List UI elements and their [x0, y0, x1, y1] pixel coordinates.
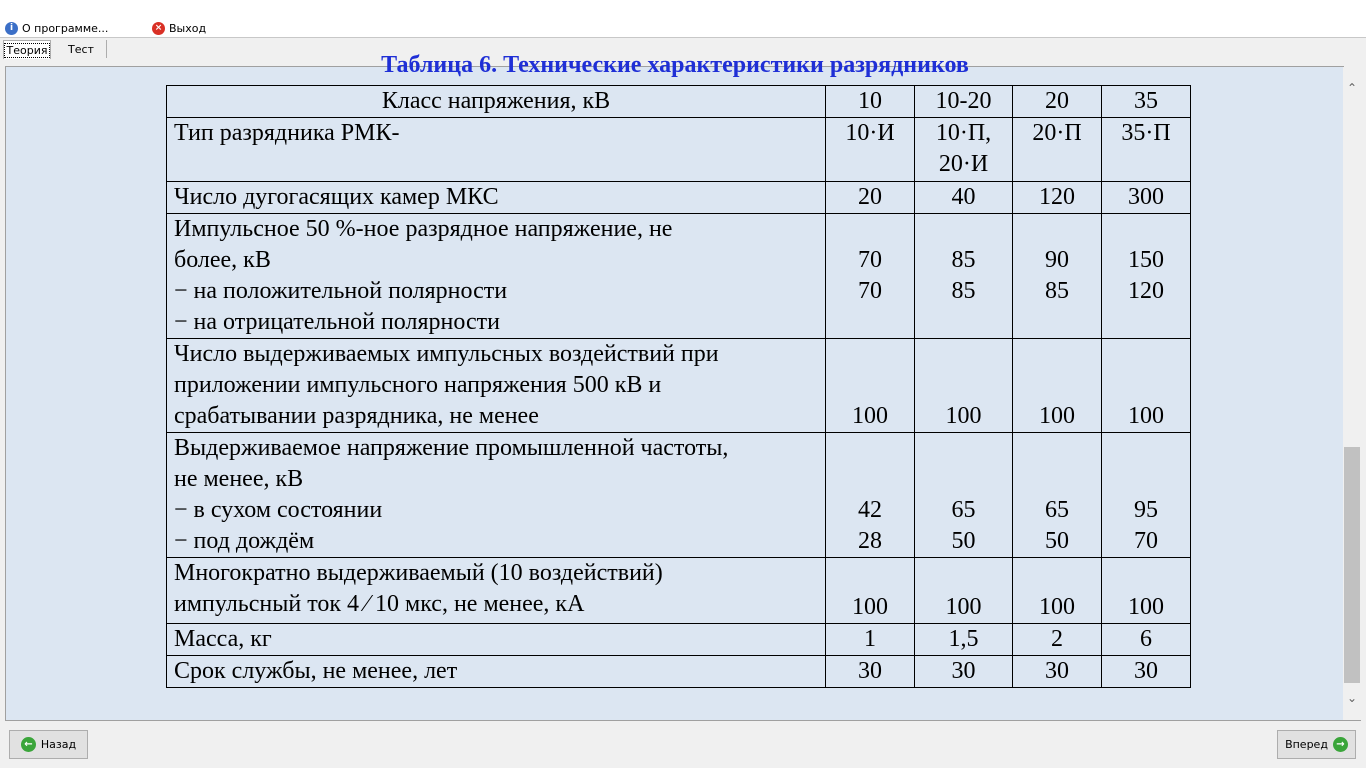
cell-value: 42 — [858, 497, 882, 523]
cell-value: 28 — [858, 528, 882, 554]
scroll-up-icon[interactable]: ⌃ — [1346, 81, 1358, 95]
table-cell — [1102, 118, 1191, 182]
table-cell — [826, 433, 915, 558]
row-label — [167, 339, 826, 433]
cell-value: 20·И — [938, 151, 989, 177]
menu-exit[interactable] — [152, 20, 206, 36]
cell-value: 20·П — [1032, 120, 1082, 146]
row-label-line: − на положительной полярности — [174, 278, 508, 304]
table-row — [167, 86, 1191, 118]
row-label: Число дугогасящих камер МКС — [167, 182, 826, 214]
row-label-line: приложении импульсного напряжения 500 кВ и — [174, 372, 662, 398]
table-cell: 120 — [1013, 182, 1102, 214]
table-cell: 100 — [1102, 339, 1191, 433]
cell-value: 85 — [951, 247, 976, 273]
back-button[interactable] — [9, 730, 88, 759]
header-cell: 35 — [1102, 86, 1191, 118]
row-label — [167, 118, 826, 182]
row-label-line: − в сухом состоянии — [174, 497, 383, 523]
row-label — [167, 558, 826, 624]
row-label-line: Выдерживаемое напряжение промышленной частоты, — [174, 435, 729, 461]
cell-value: 10·И — [845, 120, 895, 146]
cell-value: 10·П, — [935, 120, 992, 146]
menu-exit-label: Выход — [169, 21, 207, 35]
cell-value: 85 — [951, 278, 976, 304]
table-cell: 100 — [1013, 339, 1102, 433]
content-pane — [5, 52, 1344, 721]
table-cell — [1102, 214, 1191, 339]
arrow-right-icon: → — [1333, 737, 1348, 752]
row-label-line: Тип разрядника РМК- — [174, 120, 400, 146]
cell-value: 90 — [1045, 247, 1069, 273]
info-icon: i — [5, 22, 18, 35]
table-cell: 30 — [915, 656, 1013, 688]
header-cell: 10-20 — [915, 86, 1013, 118]
table-cell — [1102, 433, 1191, 558]
header-cell: 10 — [826, 86, 915, 118]
table-cell: 300 — [1102, 182, 1191, 214]
table-row — [167, 118, 1191, 182]
table-cell: 30 — [1013, 656, 1102, 688]
cell-value: 50 — [951, 528, 976, 554]
row-label-line: импульсный ток 4 ⁄ 10 мкс, не менее, кА — [174, 591, 585, 617]
cell-value: 95 — [1134, 497, 1158, 523]
table-title: Таблица 6. Технические характеристики разрядников — [381, 52, 969, 78]
cell-value: 150 — [1128, 247, 1164, 273]
table-cell: 100 — [915, 339, 1013, 433]
cell-value: 35·П — [1121, 120, 1171, 146]
table-cell: 2 — [1013, 624, 1102, 656]
table-cell — [1013, 118, 1102, 182]
table-cell: 1,5 — [915, 624, 1013, 656]
cell-value: 50 — [1045, 528, 1069, 554]
row-label-line: Импульсное 50 %-ное разрядное напряжение, не — [174, 216, 673, 242]
row-label-line: Число выдерживаемых импульсных воздействий при — [174, 341, 719, 367]
arrow-left-icon: ← — [21, 737, 36, 752]
table-row — [167, 214, 1191, 339]
table-cell: 100 — [915, 558, 1013, 624]
table-cell — [915, 118, 1013, 182]
close-icon: × — [152, 22, 165, 35]
table-cell: 100 — [1013, 558, 1102, 624]
table-cell — [1013, 433, 1102, 558]
cell-value: 65 — [1045, 497, 1069, 523]
table-row — [167, 339, 1191, 433]
cell-value: 70 — [858, 278, 882, 304]
menu-bar — [0, 0, 1366, 38]
table-cell: 100 — [1102, 558, 1191, 624]
row-label: Срок службы, не менее, лет — [167, 656, 826, 688]
table-row — [167, 558, 1191, 624]
table-cell: 30 — [1102, 656, 1191, 688]
table-cell: 20 — [826, 182, 915, 214]
table-cell — [915, 433, 1013, 558]
cell-value: 70 — [1134, 528, 1158, 554]
cell-value: 65 — [951, 497, 976, 523]
table-cell: 100 — [826, 339, 915, 433]
table-cell: 100 — [826, 558, 915, 624]
spec-table — [166, 85, 1191, 688]
table-cell: 40 — [915, 182, 1013, 214]
row-label-line: более, кВ — [174, 247, 271, 273]
table-cell — [826, 118, 915, 182]
row-label-line: не менее, кВ — [174, 466, 304, 492]
next-button-label: Вперед — [1285, 738, 1328, 751]
row-label-line: Многократно выдерживаемый (10 воздействий) — [174, 560, 663, 586]
table-cell — [826, 214, 915, 339]
tab-test-label: Тест — [68, 42, 94, 56]
scrollbar-thumb[interactable] — [1344, 447, 1360, 683]
table-row — [167, 182, 1191, 214]
table-row — [167, 624, 1191, 656]
back-button-label: Назад — [40, 738, 77, 751]
row-label — [167, 214, 826, 339]
cell-value: 85 — [1045, 278, 1069, 304]
table-cell — [1013, 214, 1102, 339]
menu-about-label: О программе... — [22, 21, 109, 35]
table-cell: 30 — [826, 656, 915, 688]
cell-value: 70 — [858, 247, 882, 273]
header-cell: 20 — [1013, 86, 1102, 118]
vertical-scrollbar[interactable] — [1343, 67, 1361, 720]
scroll-down-icon[interactable]: ⌄ — [1346, 691, 1358, 705]
row-label-line: − на отрицательной полярности — [174, 309, 500, 335]
table-row — [167, 656, 1191, 688]
row-label-line: срабатывании разрядника, не менее — [174, 403, 539, 429]
next-button[interactable] — [1277, 730, 1356, 759]
cell-value: 120 — [1128, 278, 1164, 304]
content-border — [5, 720, 1361, 721]
row-label-line: − под дождём — [174, 528, 315, 554]
table-row — [167, 433, 1191, 558]
table-cell: 1 — [826, 624, 915, 656]
tab-theory-label: Теория — [4, 43, 51, 58]
header-label: Класс напряжения, кВ — [167, 86, 826, 118]
row-label — [167, 433, 826, 558]
table-cell: 6 — [1102, 624, 1191, 656]
menu-about[interactable] — [5, 20, 108, 36]
row-label: Масса, кг — [167, 624, 826, 656]
table-cell — [915, 214, 1013, 339]
